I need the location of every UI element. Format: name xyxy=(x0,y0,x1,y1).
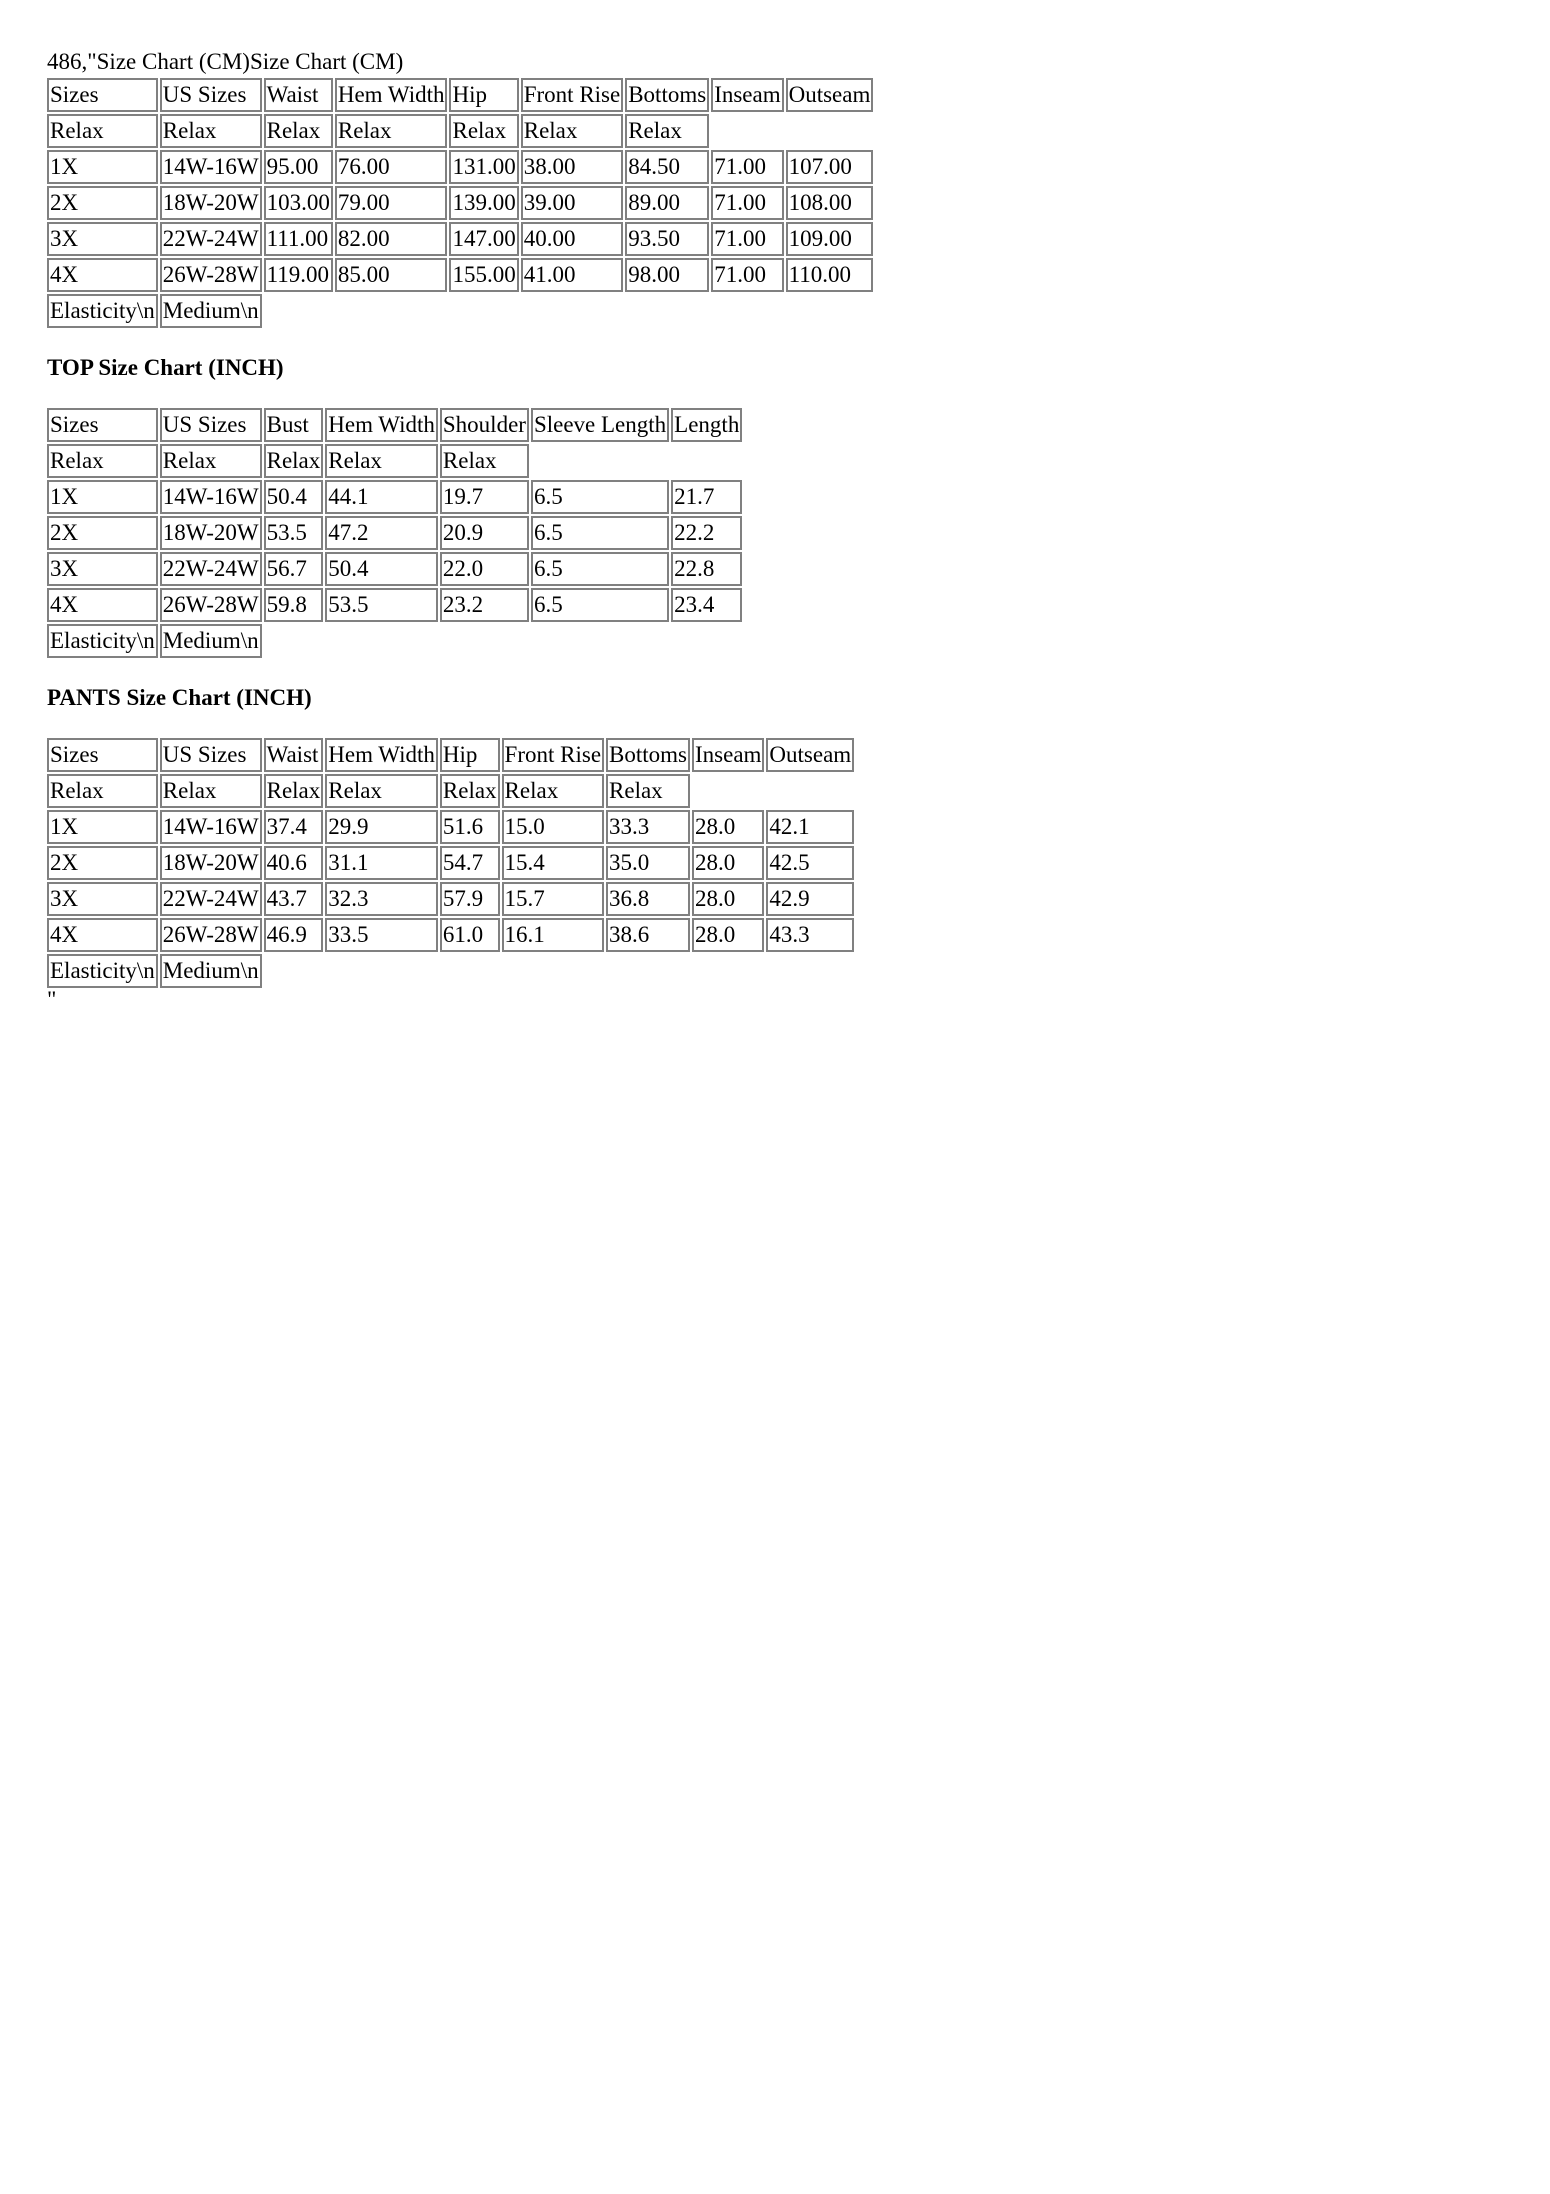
table-cell: Relax xyxy=(264,114,333,148)
top-size-chart-inch-table xyxy=(45,406,744,660)
table-cell: 35.0 xyxy=(606,846,690,880)
table-cell: 71.00 xyxy=(711,186,783,220)
table-header-cell: US Sizes xyxy=(160,78,262,112)
table-cell: 22W-24W xyxy=(160,222,262,256)
table-cell: Medium\n xyxy=(160,294,262,328)
table-cell: 41.00 xyxy=(521,258,623,292)
table-cell: 54.7 xyxy=(440,846,500,880)
table-cell: Relax xyxy=(335,114,448,148)
table-cell: 71.00 xyxy=(711,150,783,184)
size-chart-tables xyxy=(47,76,1507,990)
table-cell: 16.1 xyxy=(502,918,604,952)
table-header-cell: Hem Width xyxy=(325,408,438,442)
table-header-cell: Shoulder xyxy=(440,408,529,442)
table-cell: Relax xyxy=(449,114,518,148)
table-cell: 26W-28W xyxy=(160,918,262,952)
table-cell: 33.3 xyxy=(606,810,690,844)
table-row xyxy=(47,810,854,844)
table-cell: 23.4 xyxy=(671,588,742,622)
table-cell: 85.00 xyxy=(335,258,448,292)
table-cell: 111.00 xyxy=(264,222,333,256)
table-cell: 31.1 xyxy=(325,846,438,880)
table-cell: Relax xyxy=(325,774,438,808)
table-header-cell: Sizes xyxy=(47,408,158,442)
table-header-cell: Outseam xyxy=(766,738,854,772)
table-cell: 26W-28W xyxy=(160,258,262,292)
table-cell: 103.00 xyxy=(264,186,333,220)
table-cell: 18W-20W xyxy=(160,846,262,880)
table-cell: 6.5 xyxy=(531,516,669,550)
table-header-cell: Inseam xyxy=(711,78,783,112)
table-header-row xyxy=(47,78,873,112)
table-cell: 38.6 xyxy=(606,918,690,952)
table-header-cell: Hip xyxy=(440,738,500,772)
table-cell: 53.5 xyxy=(325,588,438,622)
table-cell: 39.00 xyxy=(521,186,623,220)
table-cell: 32.3 xyxy=(325,882,438,916)
table-row xyxy=(47,552,742,586)
table-cell: 4X xyxy=(47,918,158,952)
table-header-cell: Waist xyxy=(264,738,324,772)
table-cell: Relax xyxy=(440,444,529,478)
table-cell: 43.3 xyxy=(766,918,854,952)
table-row xyxy=(47,114,873,148)
table-cell: 61.0 xyxy=(440,918,500,952)
table-cell: 50.4 xyxy=(264,480,324,514)
table-cell: 37.4 xyxy=(264,810,324,844)
table-cell: Relax xyxy=(264,444,324,478)
table-row xyxy=(47,150,873,184)
table-cell: Relax xyxy=(47,444,158,478)
table-cell: 44.1 xyxy=(325,480,438,514)
table-row xyxy=(47,624,742,658)
table-row xyxy=(47,954,854,988)
table-cell: 28.0 xyxy=(692,846,764,880)
table-cell: 2X xyxy=(47,516,158,550)
table-cell: Medium\n xyxy=(160,954,262,988)
table-cell: Relax xyxy=(521,114,623,148)
table-cell: 14W-16W xyxy=(160,810,262,844)
table-row xyxy=(47,480,742,514)
table-header-cell: Front Rise xyxy=(521,78,623,112)
table-cell: 28.0 xyxy=(692,882,764,916)
table-cell: 2X xyxy=(47,846,158,880)
size-chart-cm-table xyxy=(45,76,875,330)
table-cell: 4X xyxy=(47,588,158,622)
table-cell: 89.00 xyxy=(625,186,709,220)
table-cell: Relax xyxy=(440,774,500,808)
table-cell: 98.00 xyxy=(625,258,709,292)
table-cell: Elasticity\n xyxy=(47,954,158,988)
table-header-cell: US Sizes xyxy=(160,738,262,772)
table-cell: Relax xyxy=(160,774,262,808)
table-header-row xyxy=(47,408,742,442)
table-cell: Relax xyxy=(625,114,709,148)
table-cell: 22.8 xyxy=(671,552,742,586)
table-cell: 1X xyxy=(47,810,158,844)
table-cell: 71.00 xyxy=(711,258,783,292)
table-header-cell: Length xyxy=(671,408,742,442)
table-cell: 21.7 xyxy=(671,480,742,514)
table-cell: 95.00 xyxy=(264,150,333,184)
table-cell: 71.00 xyxy=(711,222,783,256)
table-cell: 22W-24W xyxy=(160,552,262,586)
table-row xyxy=(47,918,854,952)
table-row xyxy=(47,516,742,550)
table-cell: 76.00 xyxy=(335,150,448,184)
table-cell: 59.8 xyxy=(264,588,324,622)
table-row xyxy=(47,444,742,478)
table-cell: 22.0 xyxy=(440,552,529,586)
table-header-cell: Hip xyxy=(449,78,518,112)
table-cell: 33.5 xyxy=(325,918,438,952)
table-cell: 2X xyxy=(47,186,158,220)
table-cell: 84.50 xyxy=(625,150,709,184)
table-cell: 109.00 xyxy=(786,222,874,256)
document-page xyxy=(47,48,1507,1010)
table-cell: 42.1 xyxy=(766,810,854,844)
table-cell: Relax xyxy=(160,114,262,148)
table-cell: 36.8 xyxy=(606,882,690,916)
table-cell: 23.2 xyxy=(440,588,529,622)
table-cell: 1X xyxy=(47,150,158,184)
table-cell: 6.5 xyxy=(531,588,669,622)
table-cell: Relax xyxy=(264,774,324,808)
table-header-cell: Hem Width xyxy=(335,78,448,112)
table-row xyxy=(47,774,854,808)
table-cell: Relax xyxy=(606,774,690,808)
table-cell: 15.7 xyxy=(502,882,604,916)
table-header-cell: Waist xyxy=(264,78,333,112)
table-cell: 14W-16W xyxy=(160,150,262,184)
table-cell: 50.4 xyxy=(325,552,438,586)
table-row xyxy=(47,258,873,292)
table-header-row xyxy=(47,738,854,772)
table-cell: 19.7 xyxy=(440,480,529,514)
table-cell: 56.7 xyxy=(264,552,324,586)
table-cell: 107.00 xyxy=(786,150,874,184)
table-cell: 51.6 xyxy=(440,810,500,844)
table-cell: 42.9 xyxy=(766,882,854,916)
table-row xyxy=(47,882,854,916)
table-header-cell: Sleeve Length xyxy=(531,408,669,442)
table-header-cell: Sizes xyxy=(47,78,158,112)
table-row xyxy=(47,186,873,220)
table-row xyxy=(47,294,873,328)
table-header-cell: Bottoms xyxy=(606,738,690,772)
table-cell: 28.0 xyxy=(692,810,764,844)
table-cell: 3X xyxy=(47,882,158,916)
pants-size-chart-heading: PANTS Size Chart (INCH) xyxy=(47,685,312,710)
table-cell: 119.00 xyxy=(264,258,333,292)
table-cell: 3X xyxy=(47,552,158,586)
table-cell: Elasticity\n xyxy=(47,294,158,328)
table-header-cell: Front Rise xyxy=(502,738,604,772)
table-cell: 38.00 xyxy=(521,150,623,184)
table-header-cell: Bottoms xyxy=(625,78,709,112)
table-cell: 82.00 xyxy=(335,222,448,256)
table-header-cell: Bust xyxy=(264,408,324,442)
table-row xyxy=(47,846,854,880)
table-cell: Relax xyxy=(325,444,438,478)
table-cell: 93.50 xyxy=(625,222,709,256)
table-cell: 14W-16W xyxy=(160,480,262,514)
table-cell: Relax xyxy=(47,114,158,148)
table-cell: 57.9 xyxy=(440,882,500,916)
table-cell: Relax xyxy=(47,774,158,808)
table-cell: 147.00 xyxy=(449,222,518,256)
table-row xyxy=(47,588,742,622)
pants-size-chart-inch-table xyxy=(45,736,856,990)
table-cell: Relax xyxy=(502,774,604,808)
table-header-cell: US Sizes xyxy=(160,408,262,442)
table-cell: 139.00 xyxy=(449,186,518,220)
table-cell: 20.9 xyxy=(440,516,529,550)
table-row xyxy=(47,222,873,256)
table-cell: 22W-24W xyxy=(160,882,262,916)
table-cell: 3X xyxy=(47,222,158,256)
table-cell: 6.5 xyxy=(531,480,669,514)
table-cell: 29.9 xyxy=(325,810,438,844)
table-cell: 40.6 xyxy=(264,846,324,880)
table-cell: 6.5 xyxy=(531,552,669,586)
table-cell: Relax xyxy=(160,444,262,478)
table-cell: 131.00 xyxy=(449,150,518,184)
table-header-cell: Sizes xyxy=(47,738,158,772)
top-size-chart-heading: TOP Size Chart (INCH) xyxy=(47,355,284,380)
table-cell: 79.00 xyxy=(335,186,448,220)
table-cell: 15.0 xyxy=(502,810,604,844)
table-cell: 15.4 xyxy=(502,846,604,880)
table-cell: 110.00 xyxy=(786,258,874,292)
table-cell: 4X xyxy=(47,258,158,292)
table-cell: 1X xyxy=(47,480,158,514)
table-cell: Elasticity\n xyxy=(47,624,158,658)
table-cell: 26W-28W xyxy=(160,588,262,622)
table-cell: 18W-20W xyxy=(160,516,262,550)
table-cell: 47.2 xyxy=(325,516,438,550)
table-cell: 22.2 xyxy=(671,516,742,550)
table-cell: 42.5 xyxy=(766,846,854,880)
table-cell: 18W-20W xyxy=(160,186,262,220)
table-header-cell: Inseam xyxy=(692,738,764,772)
table-cell: 46.9 xyxy=(264,918,324,952)
table-cell: 53.5 xyxy=(264,516,324,550)
table-cell: 155.00 xyxy=(449,258,518,292)
table-header-cell: Hem Width xyxy=(325,738,438,772)
table-cell: 28.0 xyxy=(692,918,764,952)
closing-quote-mark: " xyxy=(47,987,57,1012)
table-cell: Medium\n xyxy=(160,624,262,658)
table-cell: 108.00 xyxy=(786,186,874,220)
table-cell: 43.7 xyxy=(264,882,324,916)
table-cell: 40.00 xyxy=(521,222,623,256)
table-header-cell: Outseam xyxy=(786,78,874,112)
header-line: 486,"Size Chart (CM)Size Chart (CM) xyxy=(47,49,404,74)
